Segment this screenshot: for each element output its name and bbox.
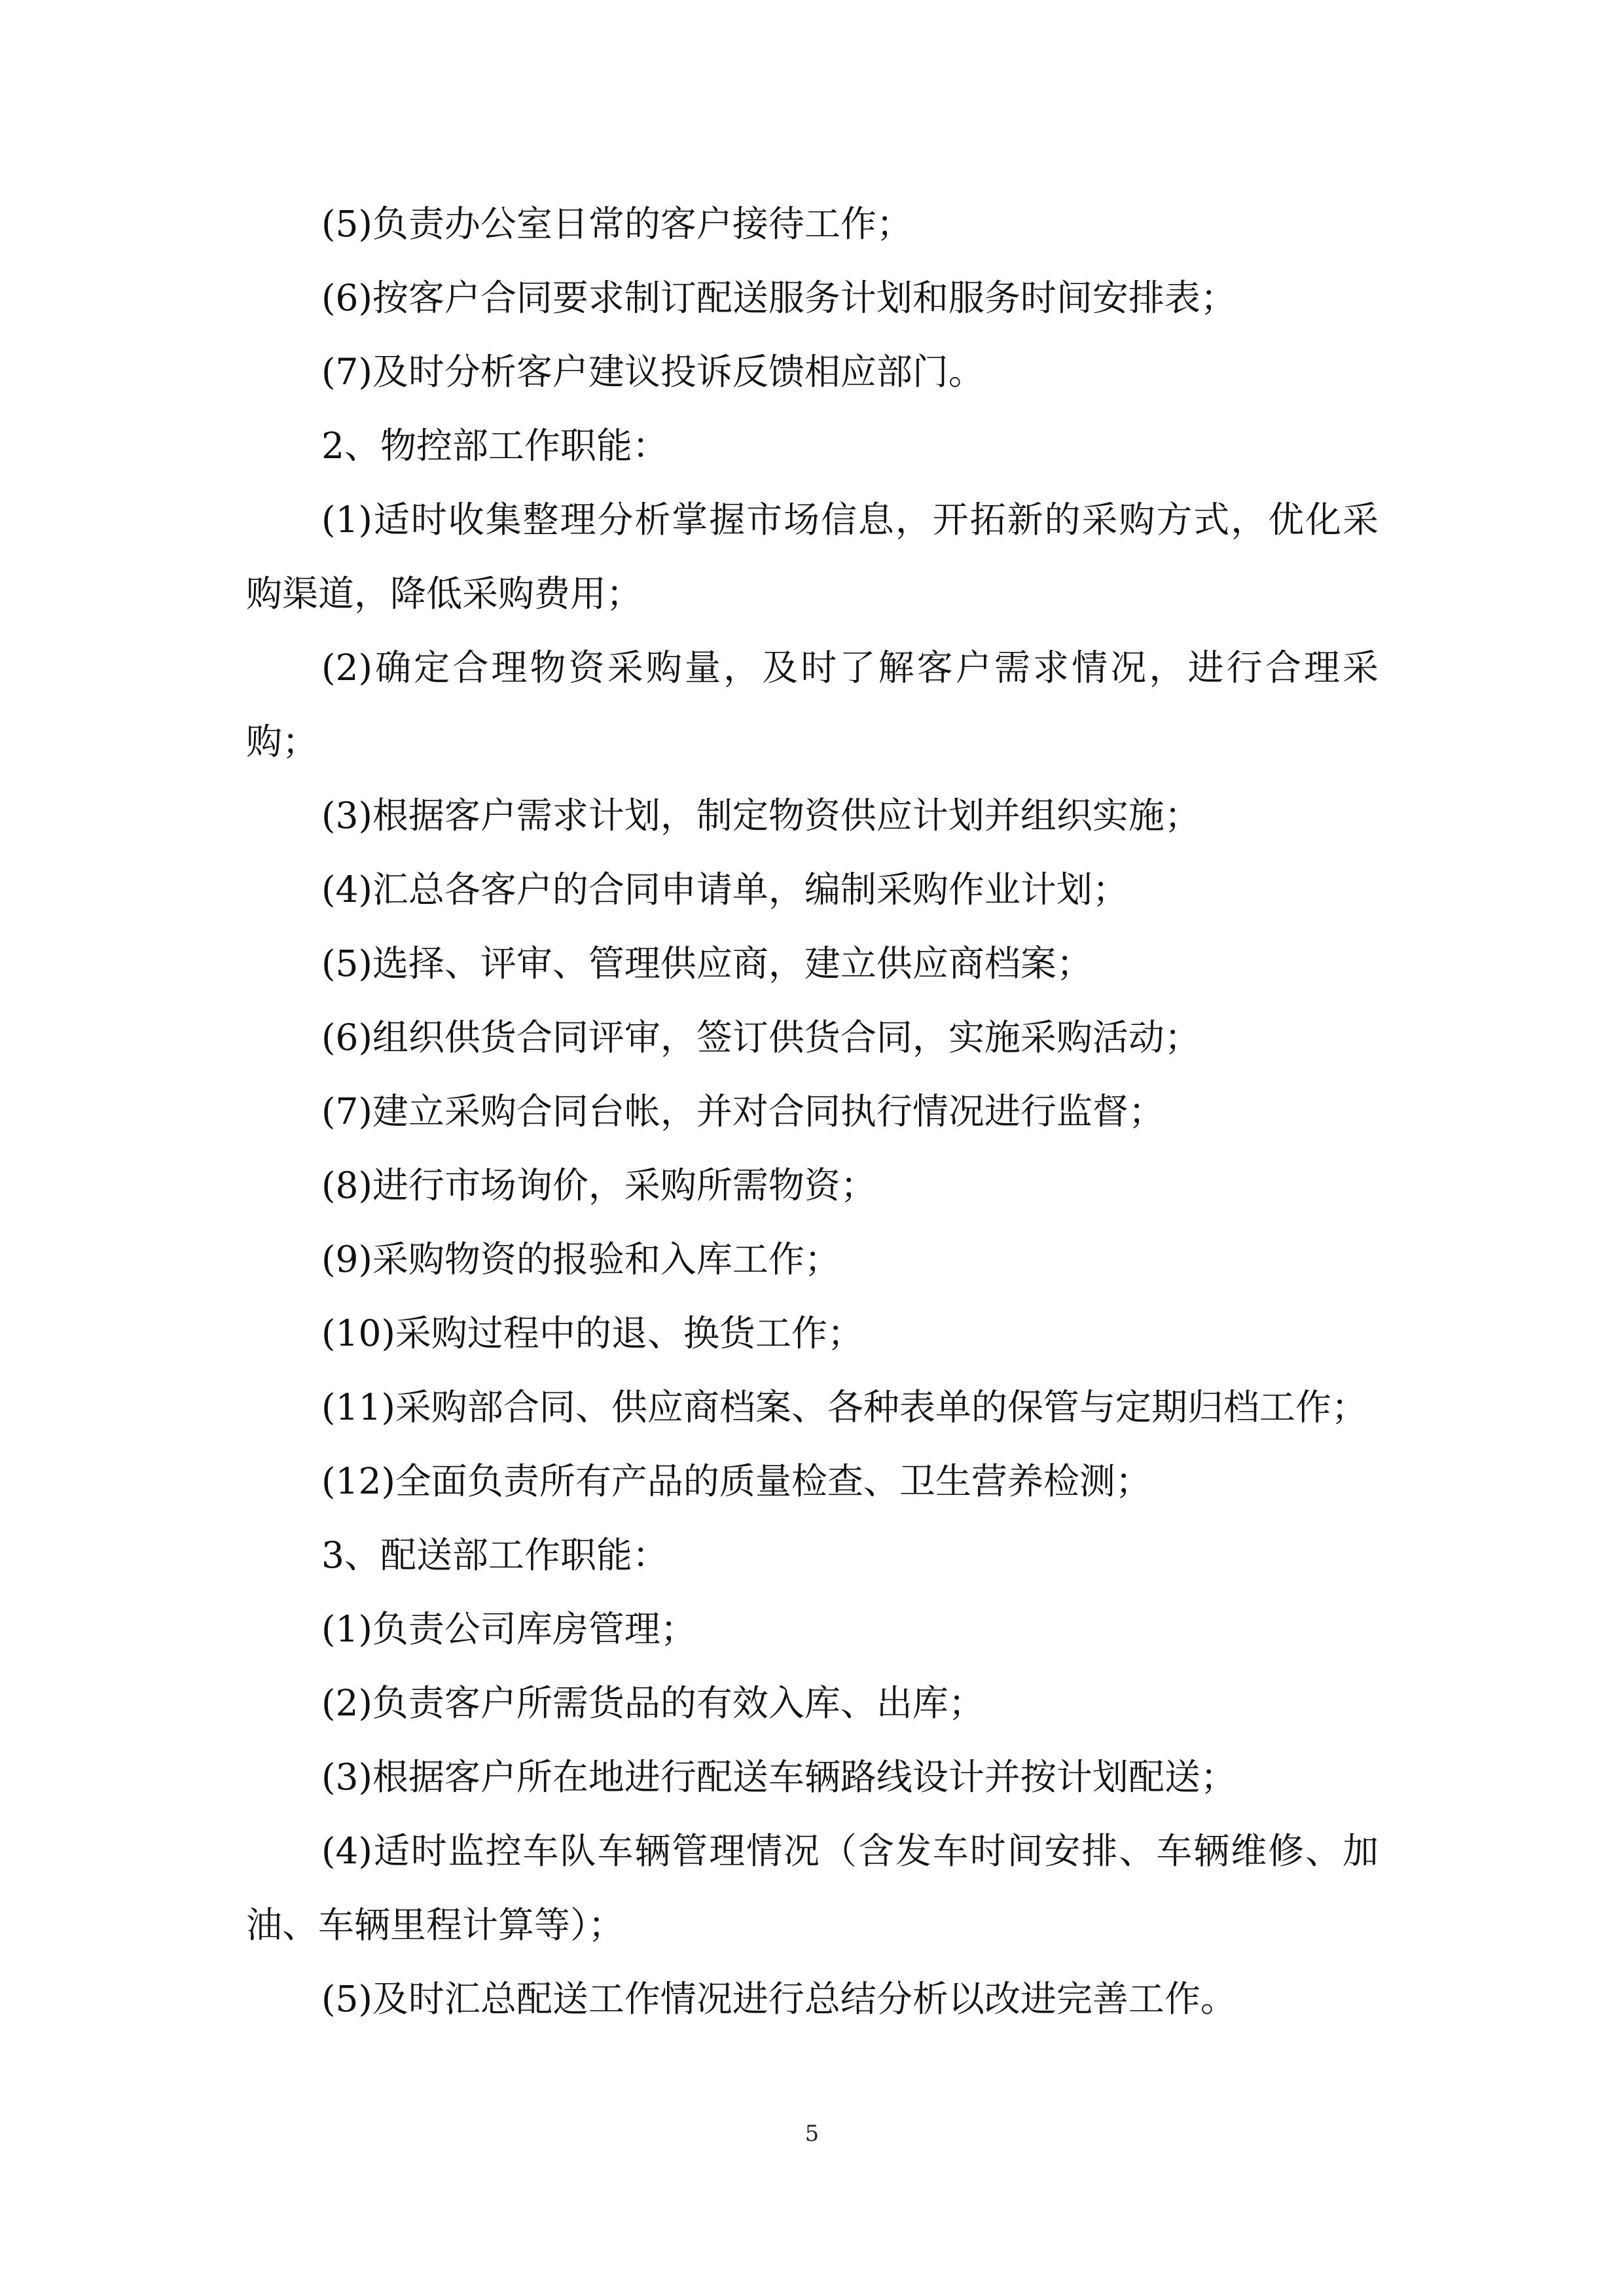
paragraph: (9)采购物资的报验和入库工作；: [321, 1238, 840, 1280]
paragraph: (5)选择、评审、管理供应商，建立供应商档案；: [321, 942, 1092, 984]
paragraph: (5)及时汇总配送工作情况进行总结分析以改进完善工作。: [321, 1978, 1236, 2020]
paragraph: (7)建立采购合同台帐，并对合同执行情况进行监督；: [321, 1090, 1164, 1132]
paragraph: (8)进行市场询价，采购所需物资；: [321, 1164, 876, 1206]
paragraph: (10)采购过程中的退、换货工作；: [321, 1312, 863, 1354]
paragraph: (1)负责公司库房管理；: [321, 1608, 696, 1650]
paragraph: (3)根据客户需求计划，制定物资供应计划并组织实施；: [321, 795, 1200, 836]
paragraph: (5)负责办公室日常的客户接待工作；: [321, 203, 912, 245]
paragraph: (2)确定合理物资采购量，及时了解客户需求情况，进行合理采购；: [246, 647, 1379, 762]
paragraph: (6)组织供货合同评审，签订供货合同，实施采购活动；: [321, 1016, 1200, 1058]
paragraph: (4)适时监控车队车辆管理情况（含发车时间安排、车辆维修、加油、车辆里程计算等）；: [246, 1830, 1379, 1946]
paragraph: (2)负责客户所需货品的有效入库、出库；: [321, 1682, 984, 1724]
paragraph: (3)根据客户所在地进行配送车辆路线设计并按计划配送；: [321, 1756, 1236, 1798]
paragraph: (11)采购部合同、供应商档案、各种表单的保管与定期归档工作；: [321, 1386, 1367, 1428]
paragraph: (12)全面负责所有产品的质量检查、卫生营养检测；: [321, 1460, 1151, 1502]
paragraph: (4)汇总各客户的合同申请单，编制采购作业计划；: [321, 869, 1128, 910]
paragraph: (6)按客户合同要求制订配送服务计划和服务时间安排表；: [321, 277, 1236, 319]
document-body: [246, 187, 1379, 2036]
paragraph: (7)及时分析客户建议投诉反馈相应部门。: [321, 351, 984, 393]
page-number: 5: [804, 2121, 820, 2147]
paragraph: (1)适时收集整理分析掌握市场信息，开拓新的采购方式，优化采购渠道，降低采购费用；: [246, 499, 1379, 615]
section-heading: 3、配送部工作职能：: [321, 1534, 668, 1576]
section-heading: 2、物控部工作职能：: [321, 425, 668, 467]
